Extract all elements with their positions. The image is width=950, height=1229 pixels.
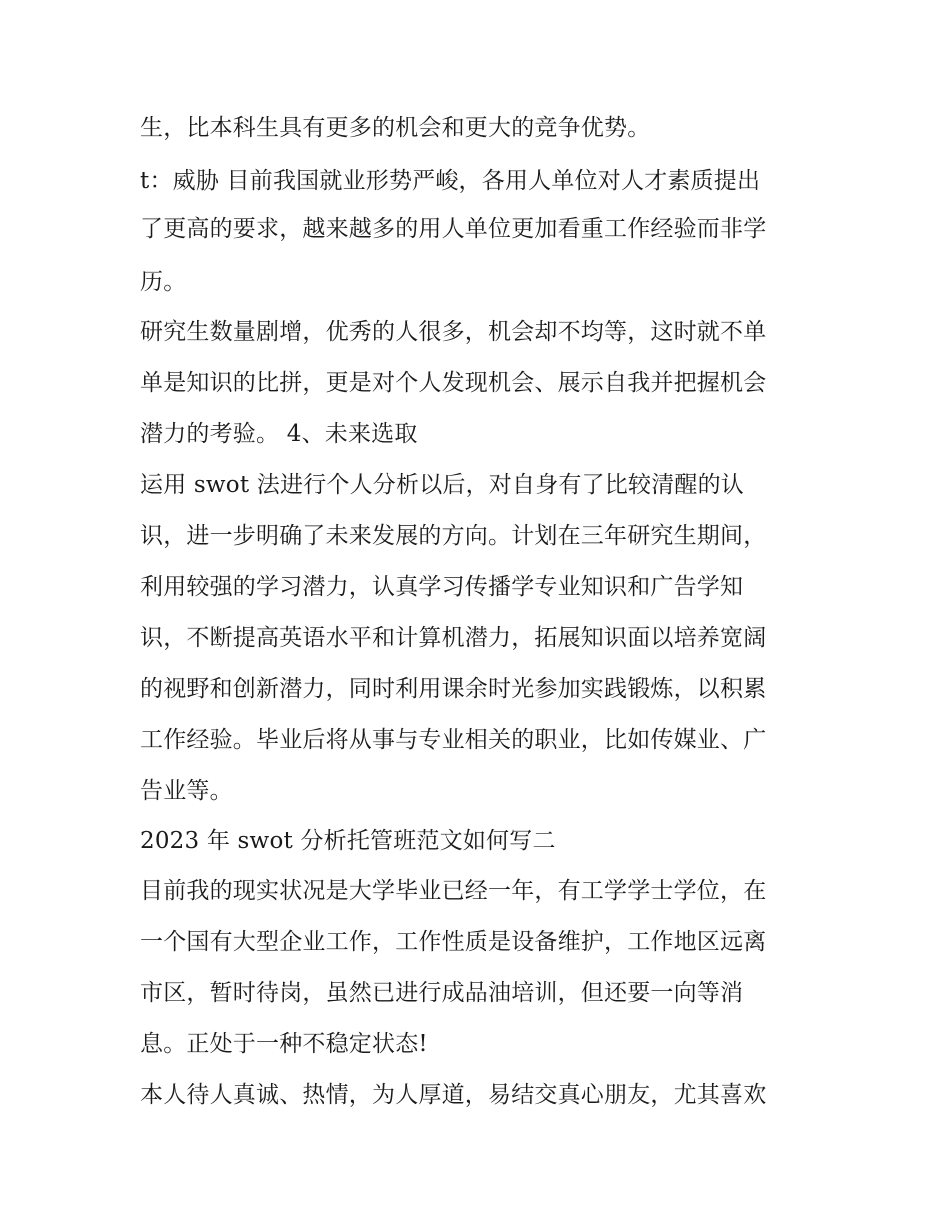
text-line: t：威胁 目前我国就业形势严峻，各用人单位对人才素质提出 — [140, 168, 761, 194]
text-line: 目前我的现实状况是大学毕业已经一年，有工学学士学位，在 — [140, 878, 767, 904]
text-line: 研究生数量剧增，优秀的人很多，机会却不均等，这时就不单 — [140, 319, 767, 345]
text-line: 识，进一步明确了未来发展的方向。计划在三年研究生期间， — [140, 523, 767, 549]
text-line: 工作经验。毕业后将从事与专业相关的职业，比如传媒业、广 — [140, 727, 767, 753]
text-line: 识，不断提高英语水平和计算机潜力，拓展知识面以培养宽阔 — [140, 625, 767, 651]
text-line: 潜力的考验。 4、未来选取 — [140, 421, 418, 447]
text-line: 单是知识的比拼，更是对个人发现机会、展示自我并把握机会 — [140, 370, 767, 396]
section-heading: 2023 年 swot 分析托管班范文如何写二 — [140, 828, 556, 854]
text-line: 市区，暂时待岗，虽然已进行成品油培训，但还要一向等消 — [140, 980, 744, 1006]
text-line: 生，比本科生具有更多的机会和更大的竞争优势。 — [140, 115, 651, 141]
text-line: 本人待人真诚、热情，为人厚道，易结交真心朋友，尤其喜欢 — [140, 1082, 767, 1108]
text-line: 利用较强的学习潜力，认真学习传播学专业知识和广告学知 — [140, 574, 744, 600]
text-line: 历。 — [140, 269, 187, 295]
text-line: 运用 swot 法进行个人分析以后，对自身有了比较清醒的认 — [140, 472, 745, 498]
text-line: 了更高的要求，越来越多的用人单位更加看重工作经验而非学 — [140, 216, 767, 242]
text-line: 的视野和创新潜力，同时利用课余时光参加实践锻炼，以积累 — [140, 676, 767, 702]
text-line: 息。正处于一种不稳定状态! — [140, 1031, 428, 1057]
text-line: 告业等。 — [140, 778, 233, 804]
text-line: 一个国有大型企业工作，工作性质是设备维护，工作地区远离 — [140, 929, 767, 955]
